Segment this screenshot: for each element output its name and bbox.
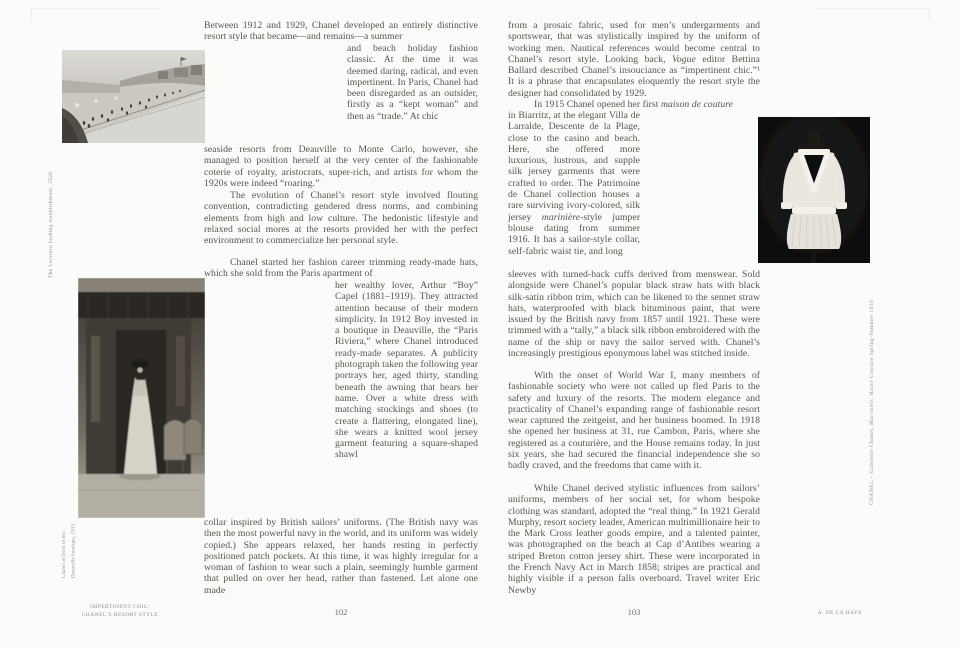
blouse-photo-caption: CHANEL – Gabrielle Chanel, Marinière, Haute Couture Spring-Summer 1916 [869, 299, 875, 505]
boutique-caption-line1: Chanel in front of her [62, 531, 67, 578]
page-edge-line [929, 8, 930, 20]
page-edge-line [31, 8, 32, 22]
body-text-block: sleeves with turned-back cuffs derived from menswear. Sold alongside were Chanel’s popular black straw hats with black silk-satin ribbon trim, which can be likened to the sennet straw hats, waterproofed with black bituminous paint, that were issued by the British navy from 1857 until 1921. These were trimmed with a “tally,” a black silk ribbon embroidered with the name of the ship or navy the sailor served with. Chanel’s increasingly prestigious eponymous label was stitched inside. [508, 269, 760, 360]
body-text-block: Chanel started her fashion career trimming ready-made hats, which she sold from the Paris apartment of [204, 257, 478, 280]
beach-promenade-photo [62, 50, 205, 143]
page-edge-line [30, 8, 160, 9]
running-footer [68, 604, 172, 619]
boutique-photo-caption [60, 520, 84, 578]
boutique-caption-line2: Deauville boutique, 1913 [71, 523, 77, 578]
page-edge-line [815, 8, 930, 9]
beach-photo-caption: The Larvotto bathing establishment, 1920 [48, 171, 54, 278]
body-text-block-wrapped: in Biarritz, at the elegant Villa de Larralde, Descente de la Plage, close to the casino and beach. Here, she offered more luxurious, lustrous, and supple silk jersey garments that were crafted to order. The Patrimoine de Chanel collection houses a rare surviving ivory-colored, silk jersey marinière-style jumper blouse dating from summer 1916. It has a sailor-style collar, self-fabric waist tie, and long [508, 110, 640, 257]
body-text-block: seaside resorts from Deauville to Monte Carlo, however, she managed to position herself at the very center of the fashionable coterie of royalty, aristocrats, super-rich, and artists for whom the 1920s were indeed “roaring.” [204, 144, 478, 189]
running-footer-line1: IMPERTINENT CHIC: [90, 604, 150, 610]
page-number-right: 103 [627, 607, 641, 617]
blouse-photo [758, 117, 870, 263]
author-credit: A. DE LA HAYE [817, 610, 862, 616]
beach-photo-art [62, 50, 205, 143]
body-text-block: from a prosaic fabric, used for men’s undergarments and sportswear, that was stylistically inspired by the uniform of working men. Nautical references would become central to Chanel’s resort style. Looking back, Vogue editor Bettina Ballard described Chanel’s insouciance as “impertinent chic.”¹ It is a phrase that encapsulates eloquently the resort style the designer had consolidated by 1929. [508, 20, 761, 99]
body-text-block: In 1915 Chanel opened her first maison de couture [534, 99, 734, 110]
body-text-block: With the onset of World War I, many members of fashionable society who were not called up fled Paris to the safety and luxury of the resorts. The modern elegance and practicality of Chanel’s expanding range of fashionable resort wear captured the zeitgeist, and her business boomed. In 1918 she opened her business at 31, rue Cambon, Paris, where she registered as a couturière, and the House remains today. In just six years, she had secured the financial independence she so badly craved, and the freedoms that came with it. [508, 370, 760, 472]
blouse-photo-art [758, 117, 870, 263]
body-text-block: While Chanel derived stylistic influences from sailors’ uniforms, members of her social set, for whom bespoke clothing was standard, adopted the “real thing.” In 1921 Gerald Murphy, resort society leader, American multimillionaire heir to the Mark Cross leather goods empire, and a talented painter, was photographed on the beach at Cap d’Antibes wearing a striped Breton cotton jersey shirt. These were incorporated in the French Navy Act in March 1858; stripes are practical and highly visible if a person falls overboard. Travel writer Eric Newby [508, 483, 760, 596]
body-text-block: collar inspired by British sailors’ uniforms. (The British navy was then the most powerful navy in the world, and its uniform was widely copied.) She appears relaxed, her hands resting in perfectly positioned patch pockets. At this time, it was highly irregular for a woman of fashion to wear such a plain, seemingly humble garment that pulled on over her head, rather than fastened. Let alone one made [204, 517, 478, 596]
boutique-photo [78, 278, 205, 518]
page-number-left: 102 [334, 607, 348, 617]
running-footer-line2: CHANEL’S RESORT STYLE [81, 611, 159, 618]
body-text-block-wrapped: and beach holiday fashion classic. At the time it was deemed daring, radical, and even impertinent. In Paris, Chanel had been disregarded as an outsider, firstly as a “kept woman” and then as “trade.” At chic [347, 43, 478, 122]
body-text-block-wrapped: her wealthy lover, Arthur “Boy” Capel (1881–1919). They attracted attention because of their modern simplicity. In 1912 Boy invested in a boutique in Deauville, the “Paris Riviera,” where Chanel introduced ready-made separates. A publicity photograph taken the following year portrays her, aged thirty, standing beneath the awning that bears her name. Over a white dress with matching stockings and shoes (to create a flattering, elongated line), she wears a knitted wool jersey garment featuring a square-shaped shawl [335, 280, 478, 461]
body-text-block: The evolution of Chanel’s resort style involved flouting convention, contradicting gendered dress norms, and combining elements from high and low culture. The hedonistic lifestyle and relaxed social mores at the resorts provided her with the perfect environment to commercialize her personal style. [204, 190, 478, 247]
body-text-block: Between 1912 and 1929, Chanel developed an entirely distinctive resort style that became—and remains—a summer [204, 20, 478, 43]
boutique-photo-art [78, 278, 205, 518]
